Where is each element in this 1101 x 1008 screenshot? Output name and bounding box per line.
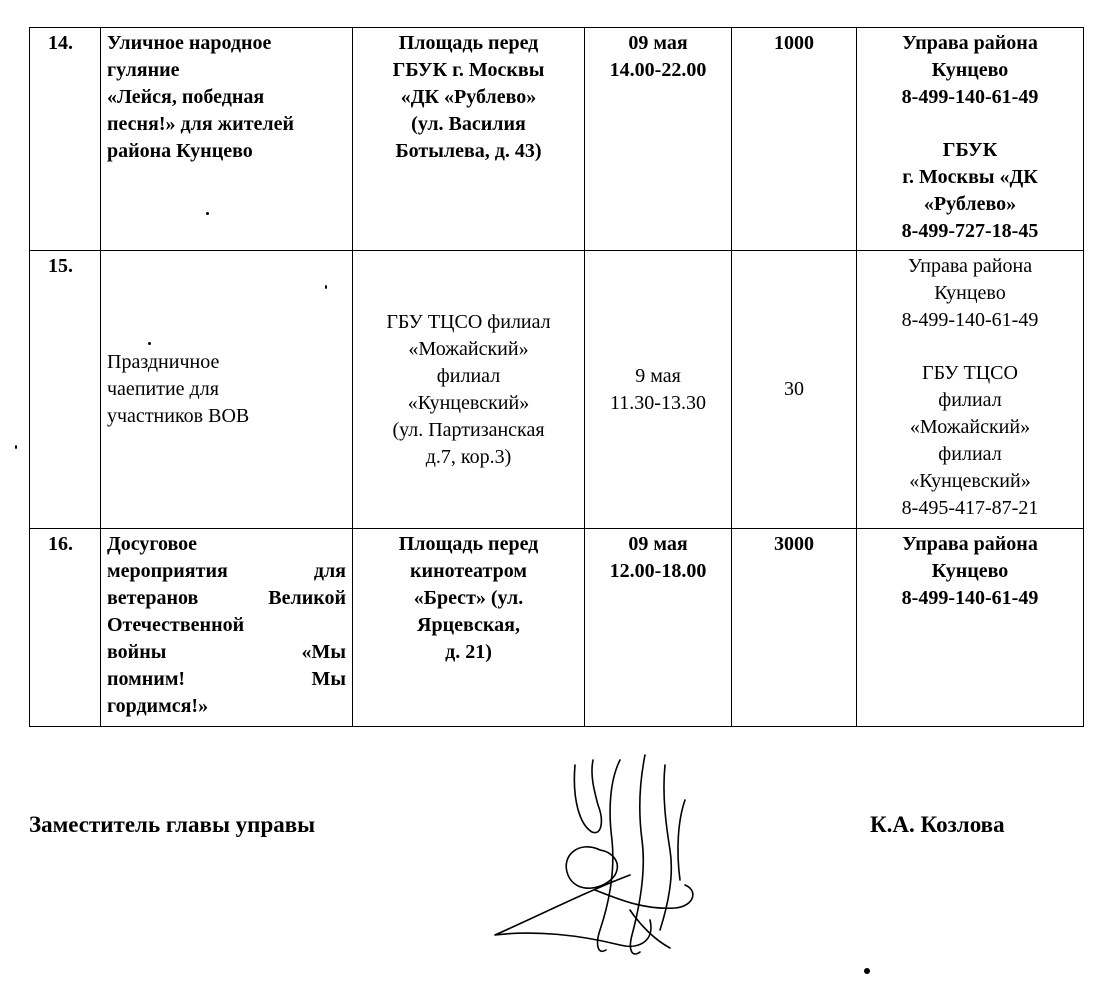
event-name-line: гуляние xyxy=(107,59,180,81)
event-place-line: д. 21) xyxy=(445,641,492,663)
event-place-line: д.7, кор.3) xyxy=(425,445,512,468)
event-place-line: «Брест» (ул. xyxy=(413,587,524,609)
event-place xyxy=(353,529,585,727)
row-number: 15. xyxy=(30,251,101,529)
participant-count: 1000 xyxy=(732,28,857,251)
event-name-line: Досуговое xyxy=(107,533,197,555)
organizer-line: Кунцево xyxy=(934,282,1006,304)
table-row xyxy=(30,251,1084,529)
event-place-line: ГБУ ТЦСО филиал xyxy=(386,310,551,333)
participant-count: 30 xyxy=(732,251,857,529)
event-time-line: 14.00-22.00 xyxy=(609,59,707,81)
organizer-contacts xyxy=(857,28,1084,251)
event-place-line: Площадь перед xyxy=(398,32,539,54)
handwritten-signature xyxy=(480,740,730,990)
organizer-line: филиал xyxy=(938,443,1002,465)
signatory-position: Заместитель главы управы xyxy=(29,812,316,837)
organizer-line: «Кунцевский» xyxy=(909,470,1031,492)
organizer-line: ГБУ ТЦСО xyxy=(922,362,1018,384)
event-place-line: ГБУК г. Москвы xyxy=(392,59,545,81)
organizer-line: «Можайский» xyxy=(909,416,1031,438)
organizer-contacts xyxy=(857,251,1084,529)
organizer-line: филиал xyxy=(938,389,1002,411)
event-date-line: 09 мая xyxy=(628,32,688,54)
event-date xyxy=(585,529,732,727)
event-name-line: войны «Мы xyxy=(107,641,346,663)
event-name xyxy=(101,529,353,727)
event-name-line: района Кунцево xyxy=(107,140,253,162)
table-row xyxy=(30,529,1084,727)
event-place xyxy=(353,251,585,529)
event-date xyxy=(585,251,732,529)
event-time-line: 11.30-13.30 xyxy=(610,391,706,414)
organizer-line: г. Москвы «ДК xyxy=(902,166,1038,188)
row-number: 14. xyxy=(30,28,101,251)
event-place-line: «Кунцевский» xyxy=(407,391,530,414)
event-name xyxy=(101,251,353,529)
event-name xyxy=(101,28,353,251)
event-date-line: 9 мая xyxy=(635,364,681,387)
event-place-line: Площадь перед xyxy=(398,533,539,555)
event-name-line: Праздничное xyxy=(107,351,220,373)
event-place-line: (ул. Партизанская xyxy=(392,418,545,441)
organizer-phone: 8-499-140-61-49 xyxy=(901,309,1039,331)
event-place xyxy=(353,28,585,251)
event-place-line: «ДК «Рублево» xyxy=(400,86,537,108)
event-name-line: «Лейся, победная xyxy=(107,86,265,108)
organizer-line: Кунцево xyxy=(931,59,1009,81)
event-name-line: гордимся!» xyxy=(107,695,209,717)
event-time-line: 12.00-18.00 xyxy=(609,560,707,582)
event-place-line: Ботылева, д. 43) xyxy=(395,140,542,162)
event-name-line: мероприятия для xyxy=(107,560,346,582)
organizer-contacts xyxy=(857,529,1084,727)
event-name-line: участников ВОВ xyxy=(107,405,250,427)
organizer-line: ГБУК xyxy=(942,139,998,161)
event-place-line: «Можайский» xyxy=(408,337,529,360)
event-place-line: Ярцевская, xyxy=(417,614,520,636)
organizer-line: «Рублево» xyxy=(923,193,1017,215)
events-table xyxy=(29,27,1084,727)
event-name-line: ветеранов Великой xyxy=(107,587,346,609)
event-date xyxy=(585,28,732,251)
event-place-line: кинотеатром xyxy=(410,560,527,582)
organizer-line: Управа района xyxy=(902,32,1038,54)
event-date-line: 09 мая xyxy=(628,533,688,555)
organizer-phone: 8-499-727-18-45 xyxy=(901,220,1039,242)
table-row xyxy=(30,28,1084,251)
row-number: 16. xyxy=(30,529,101,727)
event-place-line: (ул. Василия xyxy=(411,113,526,135)
organizer-phone: 8-499-140-61-49 xyxy=(901,587,1039,609)
event-name-line: Отечественной xyxy=(107,614,245,636)
organizer-phone: 8-495-417-87-21 xyxy=(901,497,1039,519)
event-name-line: чаепитие для xyxy=(107,378,219,400)
organizer-line: Кунцево xyxy=(931,560,1009,582)
participant-count: 3000 xyxy=(732,529,857,727)
event-name-line: песня!» для жителей xyxy=(107,113,295,135)
organizer-line: Управа района xyxy=(902,533,1038,555)
organizer-phone: 8-499-140-61-49 xyxy=(901,86,1039,108)
organizer-line: Управа района xyxy=(907,255,1033,277)
event-name-line: помним! Мы xyxy=(107,668,346,690)
event-place-line: филиал xyxy=(436,364,501,387)
event-name-line: Уличное народное xyxy=(107,32,272,54)
signatory-name: К.А. Козлова xyxy=(870,812,1005,837)
